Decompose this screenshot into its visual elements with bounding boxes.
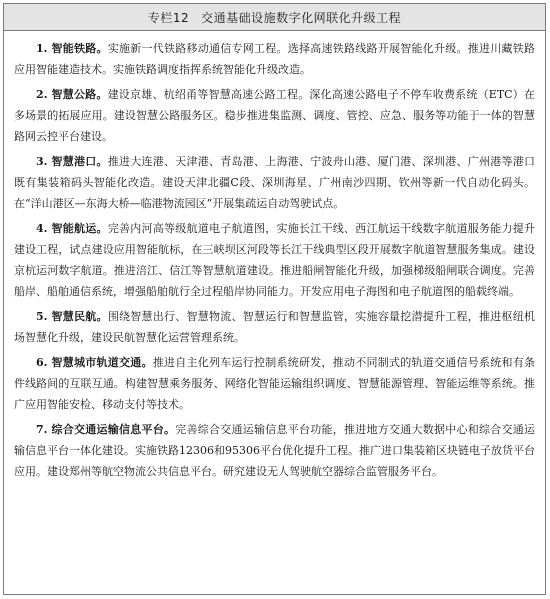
item-text: 实施新一代铁路移动通信专网工程。选择高速铁路线路开展智能化升级。推进川藏铁路应用智能建造技术。实施铁路调度指挥系统智能化升级改造。 bbox=[14, 42, 535, 76]
item-text: 完善内河高等级航道电子航道图，实施长江干线、西江航运干线数字航道服务能力提升建设工程，试点建设应用智能航标，在三峡坝区河段等长江干线典型区段开展数字航道智慧服务集成。建设京杭运河数字航道。推进涪江、信江等智慧航道建设。推进船闸智能化升级，加强梯级船闸联合调度。完善船岸、船舶通信系统，增强船舶航行全过程船岸协同能力。开发应用电子海图和电子航道图的船载终端。 bbox=[14, 222, 535, 298]
item-title: 1. 智能铁路。 bbox=[36, 42, 108, 55]
item-smart-shipping bbox=[14, 218, 535, 302]
item-smart-highway bbox=[14, 84, 535, 147]
item-text: 建设京雄、杭绍甬等智慧高速公路工程。深化高速公路电子不停车收费系统（ETC）在多场景的拓展应用。建设智慧公路服务区。稳步推进集监测、调度、管控、应急、服务等功能于一体的智慧路网云控平台建设。 bbox=[14, 88, 535, 143]
item-smart-urban-rail bbox=[14, 352, 535, 415]
item-transport-info-platform bbox=[14, 419, 535, 482]
column-header bbox=[4, 4, 545, 31]
column-body bbox=[4, 31, 545, 482]
item-smart-port bbox=[14, 151, 535, 214]
item-text: 围绕智慧出行、智慧物流、智慧运行和智慧监管，实施容量挖潜提升工程，推进枢纽机场智慧化升级，建设民航智慧化运营管理系统。 bbox=[14, 310, 535, 344]
column-box bbox=[3, 3, 546, 595]
item-text: 推进自主化列车运行控制系统研发，推动不同制式的轨道交通信号系统和有条件线路间的互联互通。构建智慧乘务服务、网络化智能运输组织调度、智慧能源管理、智能运维等系统。推广应用智能安检、移动支付等技术。 bbox=[14, 356, 536, 411]
item-smart-railway bbox=[14, 38, 535, 80]
item-title: 5. 智慧民航。 bbox=[36, 310, 108, 323]
item-smart-aviation bbox=[14, 306, 535, 348]
item-text: 推进大连港、天津港、青岛港、上海港、宁波舟山港、厦门港、深圳港、广州港等港口既有集装箱码头智能化改造。建设天津北疆C段、深圳海星、广州南沙四期、钦州等新一代自动化码头。在“洋山港区—东海大桥—临港物流园区”开展集疏运自动驾驶试点。 bbox=[14, 155, 535, 210]
item-text: 完善综合交通运输信息平台功能，推进地方交通大数据中心和综合交通运输信息平台一体化建设。实施铁路12306和95306平台优化提升工程。推广进口集装箱区块链电子放货平台应用。建设郑州等航空物流公共信息平台。研究建设无人驾驶航空器综合监管服务平台。 bbox=[14, 423, 535, 478]
column-label: 专栏12 bbox=[147, 10, 190, 25]
column-title: 交通基础设施数字化网联化升级工程 bbox=[201, 10, 402, 25]
item-title: 2. 智慧公路。 bbox=[36, 88, 108, 101]
item-title: 6. 智慧城市轨道交通。 bbox=[36, 356, 153, 369]
item-title: 4. 智能航运。 bbox=[36, 222, 108, 235]
item-title: 3. 智慧港口。 bbox=[36, 155, 108, 168]
item-title: 7. 综合交通运输信息平台。 bbox=[36, 423, 176, 436]
